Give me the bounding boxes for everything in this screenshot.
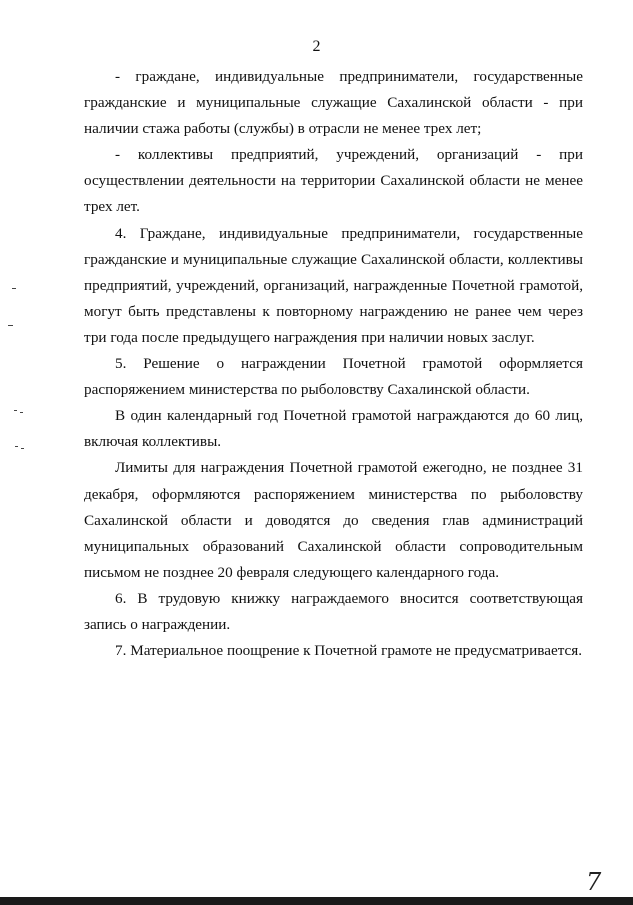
paragraph-item-4: 4. Граждане, индивидуальные предприниматели, государственные гражданские и муниципальные служащие Сахалинской области, коллективы предприятий, учреждений, организаций, награжденные Почетной грамотой, могут быть представлены к повторному награждению не ранее чем через три года после предыдущего награждения при наличии новых заслуг. (84, 224, 583, 346)
scan-artifact-mark (15, 446, 18, 447)
page-number: 2 (312, 38, 321, 55)
paragraph-limits-procedure: Лимиты для награждения Почетной грамотой ежегодно, не позднее 31 декабря, оформляются распоряжением министерства по рыболовству Сахалинской области и доводятся до сведения глав администраций муниципальных образований Сахалинской области сопроводительным письмом не позднее 20 февраля следующего календарного года. (84, 459, 583, 581)
paragraph-citizens-clause: - граждане, индивидуальные предприниматели, государственные гражданские и муниципальные служащие Сахалинской области - при наличии стажа работы (службы) в отрасли не менее трех лет; (84, 68, 583, 138)
scan-artifact-mark (8, 325, 13, 326)
scan-bottom-edge (0, 897, 633, 905)
paragraph-item-7: 7. Материальное поощрение к Почетной грамоте не предусматривается. (115, 642, 583, 660)
paragraph-item-6: 6. В трудовую книжку награждаемого вносится соответствующая запись о награждении. (84, 589, 583, 633)
paragraph-collectives-clause: - коллективы предприятий, учреждений, организаций - при осуществлении деятельности на территории Сахалинской области не менее трех лет. (84, 146, 583, 216)
scan-artifact-mark (12, 288, 16, 289)
scan-artifact-mark (20, 412, 23, 413)
document-body (84, 64, 583, 664)
scan-artifact-mark (21, 448, 24, 449)
paragraph-item-5: 5. Решение о награждении Почетной грамотой оформляется распоряжением министерства по рыболовству Сахалинской области. (84, 355, 583, 399)
scan-artifact-mark (14, 410, 17, 411)
paragraph-annual-limit: В один календарный год Почетной грамотой награждаются до 60 лиц, включая коллективы. (84, 407, 583, 451)
handwritten-page-mark: 7 (586, 868, 602, 896)
